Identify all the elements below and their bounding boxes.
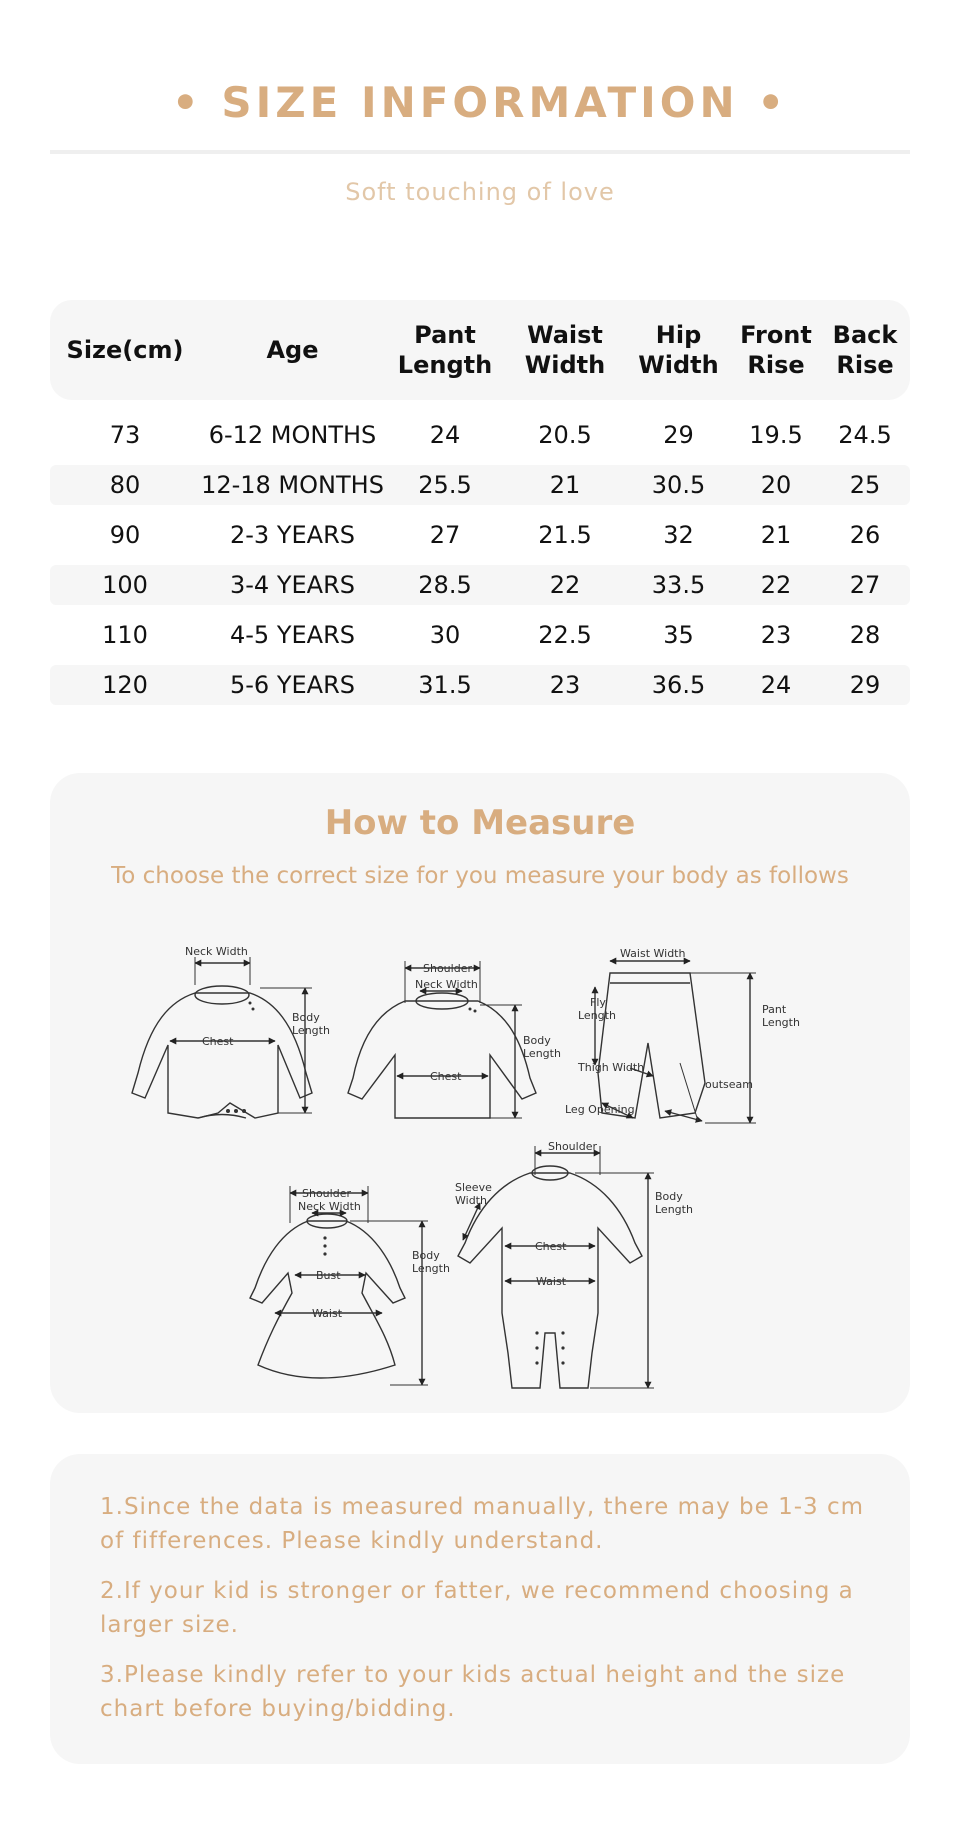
size-table (50, 300, 910, 699)
table-cell: 26 (849, 521, 881, 549)
page-subtitle: Soft touching of love (345, 178, 615, 206)
column-header: Waist Width (524, 321, 606, 379)
dress-waist-label: Waist (312, 1307, 343, 1320)
shirt-length-label: Length (523, 1047, 561, 1060)
table-cell: 28.5 (418, 571, 472, 599)
table-cell: 19.5 (749, 421, 803, 449)
measurement-diagrams (50, 773, 910, 1413)
table-cell: 120 (102, 671, 148, 699)
table-cell: 23 (760, 621, 792, 649)
table-cell: 29 (849, 671, 881, 699)
pants-waist-label: Waist Width (620, 947, 686, 960)
table-cell: 20 (760, 471, 792, 499)
table-cell: 32 (663, 521, 694, 549)
title-divider (50, 150, 910, 154)
table-cell: 25 (849, 471, 881, 499)
pants-leg-opening-label: Leg Opening (565, 1103, 635, 1116)
table-cell: 21.5 (538, 521, 592, 549)
romper-chest-label: Chest (535, 1240, 567, 1253)
romper-waist-label: Waist (536, 1275, 567, 1288)
table-cell: 4-5 YEARS (230, 621, 355, 649)
table-cell: 12-18 MONTHS (201, 471, 384, 499)
pants-diagram (595, 961, 756, 1123)
table-cell: 22 (760, 571, 792, 599)
note-1: 1.Since the data is measured manually, there may be 1-3 cm of fifferences. Please kindly understand. (100, 1494, 865, 1554)
table-cell: 90 (109, 521, 141, 549)
column-header: Front Rise (740, 321, 812, 379)
table-cell: 25.5 (418, 471, 472, 499)
shirt-shoulder-label: Shoulder (423, 962, 472, 975)
table-cell: 20.5 (538, 421, 592, 449)
romper-shoulder-label: Shoulder (548, 1140, 597, 1153)
table-row (50, 465, 910, 505)
column-header: Back Rise (832, 321, 898, 379)
table-cell: 23 (549, 671, 581, 699)
table-cell: 110 (102, 621, 148, 649)
shirt-neck-label: Neck Width (415, 978, 478, 991)
table-cell: 30.5 (651, 471, 706, 499)
table-row (50, 415, 910, 455)
dress-bust-label: Bust (316, 1269, 341, 1282)
shirt-chest-label: Chest (430, 1070, 462, 1083)
table-cell: 3-4 YEARS (230, 571, 355, 599)
table-body (50, 415, 910, 715)
column-header: Pant Length (397, 321, 493, 379)
table-cell: 73 (109, 421, 141, 449)
romper-sleeve-label: Sleeve (455, 1181, 492, 1194)
how-to-measure-panel (50, 773, 910, 1413)
pants-pant-length-label: Length (762, 1016, 800, 1029)
table-cell: 2-3 YEARS (230, 521, 355, 549)
table-cell: 21 (549, 471, 581, 499)
bodysuit-chest-label: Chest (202, 1035, 234, 1048)
table-cell: 27 (849, 571, 881, 599)
table-cell: 35 (663, 621, 694, 649)
dress-body-label: Body (412, 1249, 440, 1262)
dress-diagram (250, 1186, 428, 1385)
measure-title: How to Measure (324, 803, 636, 843)
table-cell: 100 (102, 571, 148, 599)
table-cell: 33.5 (651, 571, 706, 599)
table-cell: 24 (429, 421, 461, 449)
column-header: Size(cm) (66, 336, 184, 364)
measure-subtitle: To choose the correct size for you measure your body as follows (111, 863, 849, 889)
table-cell: 31.5 (418, 671, 472, 699)
table-row (50, 515, 910, 555)
dress-shoulder-label: Shoulder (302, 1187, 351, 1200)
pants-outseam-label: outseam (705, 1078, 753, 1091)
page-title: • SIZE INFORMATION • (171, 78, 789, 127)
dress-length-label: Length (412, 1262, 450, 1275)
romper-width-label: Width (455, 1194, 487, 1207)
table-row (50, 665, 910, 705)
table-cell: 30 (429, 621, 461, 649)
notes-panel (50, 1454, 910, 1764)
pants-pant-label: Pant (762, 1003, 787, 1016)
table-cell: 21 (760, 521, 792, 549)
table-cell: 6-12 MONTHS (208, 421, 377, 449)
note-2: 2.If your kid is stronger or fatter, we recommend choosing a larger size. (100, 1578, 854, 1638)
pants-fly-label: Fly (590, 996, 606, 1009)
table-cell: 80 (109, 471, 141, 499)
romper-body-label: Body (655, 1190, 683, 1203)
table-cell: 22 (549, 571, 581, 599)
table-cell: 24.5 (838, 421, 892, 449)
table-cell: 5-6 YEARS (230, 671, 355, 699)
pants-thigh-label: Thigh Width (578, 1061, 645, 1074)
table-cell: 27 (429, 521, 461, 549)
table-row (50, 615, 910, 655)
table-cell: 22.5 (538, 621, 592, 649)
table-cell: 36.5 (651, 671, 706, 699)
bodysuit-body-label: Body (292, 1011, 320, 1024)
table-header (50, 300, 910, 400)
column-header: Hip Width (638, 321, 719, 379)
shirt-body-label: Body (523, 1034, 551, 1047)
table-row (50, 565, 910, 605)
bodysuit-length-label: Length (292, 1024, 330, 1037)
table-cell: 28 (849, 621, 881, 649)
romper-length-label: Length (655, 1203, 693, 1216)
note-3: 3.Please kindly refer to your kids actual height and the size chart before buying/bidding. (100, 1662, 846, 1722)
dress-neck-label: Neck Width (298, 1200, 361, 1213)
column-header: Age (266, 336, 319, 364)
bodysuit-neck-label: Neck Width (185, 945, 248, 958)
table-cell: 24 (760, 671, 792, 699)
pants-fly-length-label: Length (578, 1009, 616, 1022)
table-cell: 29 (663, 421, 694, 449)
